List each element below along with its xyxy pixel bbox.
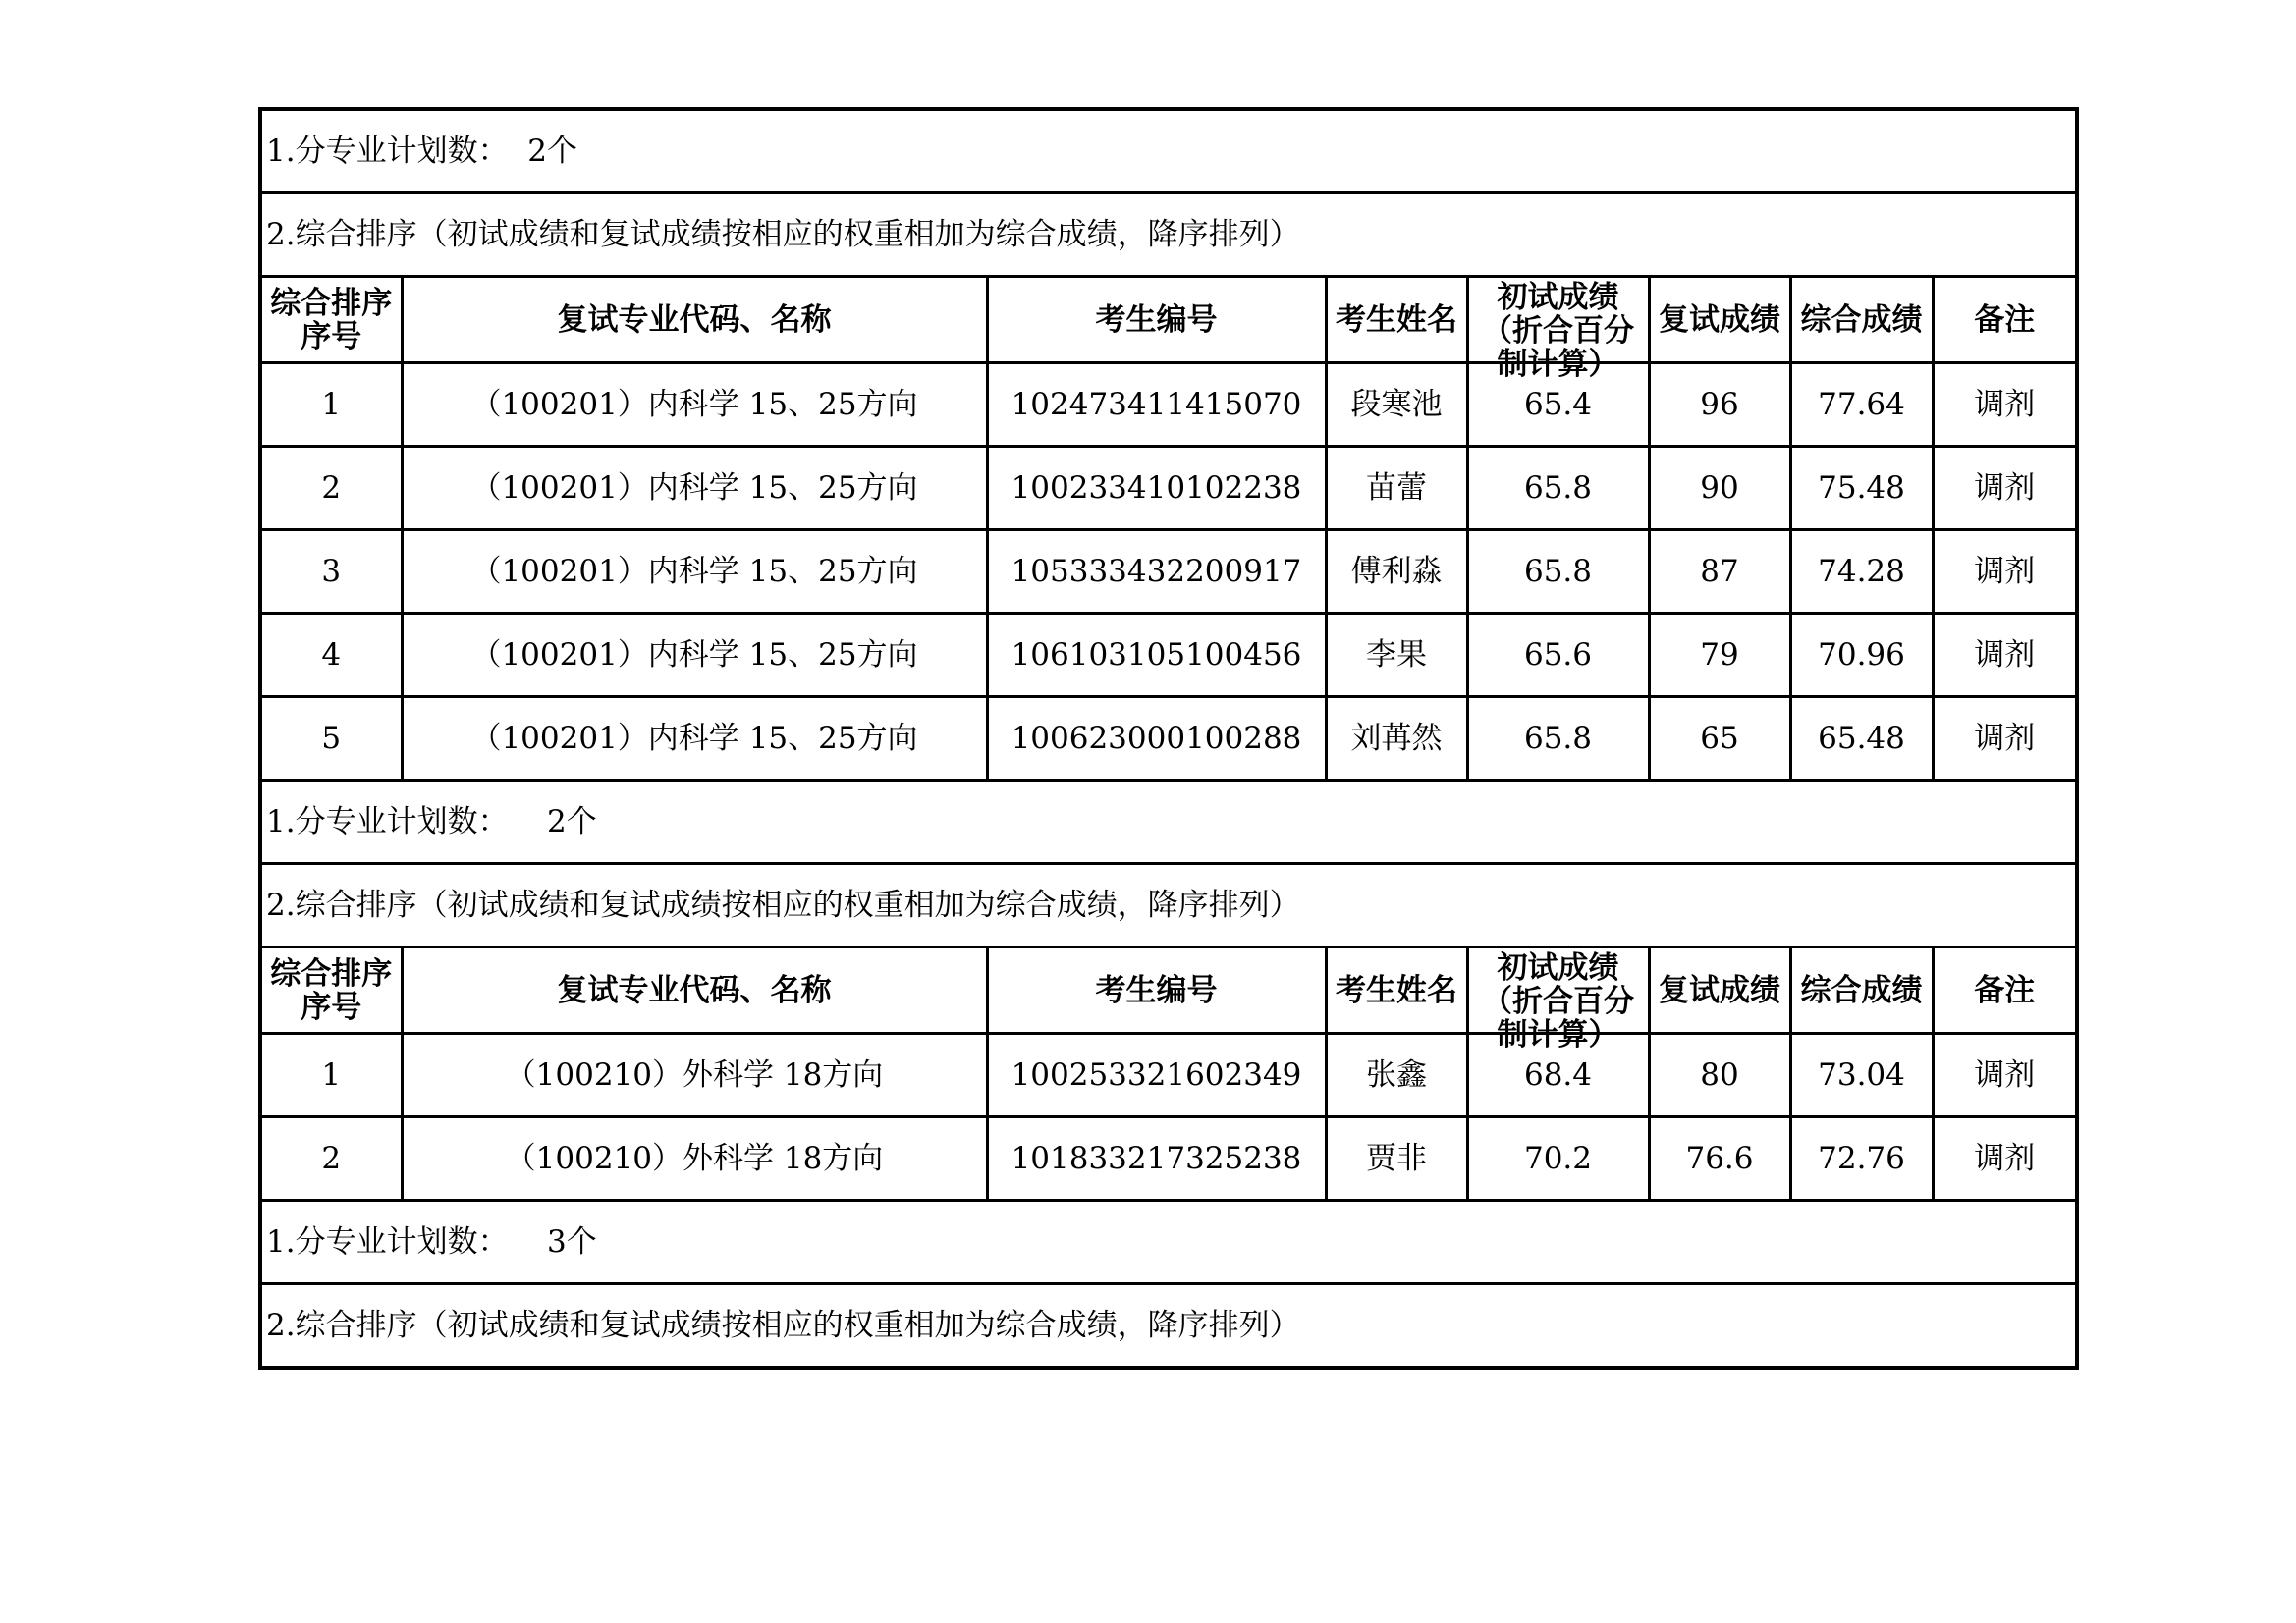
cell-total-score: 65.48 xyxy=(1790,697,1933,781)
cell-rank: 3 xyxy=(260,530,402,614)
cell-initial-score: 65.4 xyxy=(1467,363,1649,447)
header-major: 复试专业代码、名称 xyxy=(402,277,987,363)
header-name: 考生姓名 xyxy=(1326,277,1467,363)
header-initial-score: 初试成绩（折合百分制计算） xyxy=(1467,947,1649,1034)
table-row xyxy=(260,1117,2077,1201)
plan-count-text: 1.分专业计划数： 2个 xyxy=(260,781,2077,864)
cell-rank: 2 xyxy=(260,447,402,530)
header-retest-score: 复试成绩 xyxy=(1649,947,1790,1034)
header-name: 考生姓名 xyxy=(1326,947,1467,1034)
cell-rank: 1 xyxy=(260,1034,402,1117)
header-rank: 综合排序序号 xyxy=(260,277,402,363)
table-row xyxy=(260,1034,2077,1117)
admission-ranking-table xyxy=(258,107,2079,1370)
header-major: 复试专业代码、名称 xyxy=(402,947,987,1034)
table-row xyxy=(260,447,2077,530)
header-rank: 综合排序序号 xyxy=(260,947,402,1034)
cell-name: 张鑫 xyxy=(1326,1034,1467,1117)
cell-major: （100201）内科学 15、25方向 xyxy=(402,614,987,697)
header-initial-score: 初试成绩（折合百分制计算） xyxy=(1467,277,1649,363)
cell-rank: 4 xyxy=(260,614,402,697)
cell-initial-score: 65.8 xyxy=(1467,697,1649,781)
header-retest-score: 复试成绩 xyxy=(1649,277,1790,363)
cell-candidate-number: 106103105100456 xyxy=(987,614,1326,697)
table-row xyxy=(260,697,2077,781)
cell-note: 调剂 xyxy=(1933,530,2077,614)
plan-count-text: 1.分专业计划数： 2个 xyxy=(260,109,2077,193)
cell-retest-score: 65 xyxy=(1649,697,1790,781)
cell-note: 调剂 xyxy=(1933,447,2077,530)
header-candidate-number: 考生编号 xyxy=(987,277,1326,363)
cell-name: 苗蕾 xyxy=(1326,447,1467,530)
cell-name: 段寒池 xyxy=(1326,363,1467,447)
header-total-score: 综合成绩 xyxy=(1790,277,1933,363)
cell-total-score: 74.28 xyxy=(1790,530,1933,614)
header-note: 备注 xyxy=(1933,947,2077,1034)
cell-note: 调剂 xyxy=(1933,1034,2077,1117)
plan-count-row xyxy=(260,109,2077,193)
table-body xyxy=(260,109,2077,1368)
cell-major: （100201）内科学 15、25方向 xyxy=(402,530,987,614)
cell-name: 刘苒然 xyxy=(1326,697,1467,781)
cell-major: （100210）外科学 18方向 xyxy=(402,1034,987,1117)
cell-retest-score: 96 xyxy=(1649,363,1790,447)
cell-total-score: 72.76 xyxy=(1790,1117,1933,1201)
cell-candidate-number: 101833217325238 xyxy=(987,1117,1326,1201)
cell-initial-score: 65.6 xyxy=(1467,614,1649,697)
cell-candidate-number: 100253321602349 xyxy=(987,1034,1326,1117)
header-total-score: 综合成绩 xyxy=(1790,947,1933,1034)
cell-major: （100201）内科学 15、25方向 xyxy=(402,447,987,530)
cell-total-score: 77.64 xyxy=(1790,363,1933,447)
plan-count-row xyxy=(260,1201,2077,1284)
sort-description-row xyxy=(260,193,2077,277)
cell-rank: 1 xyxy=(260,363,402,447)
column-header-row xyxy=(260,947,2077,1034)
cell-name: 贾非 xyxy=(1326,1117,1467,1201)
cell-note: 调剂 xyxy=(1933,697,2077,781)
cell-retest-score: 90 xyxy=(1649,447,1790,530)
cell-note: 调剂 xyxy=(1933,363,2077,447)
cell-retest-score: 87 xyxy=(1649,530,1790,614)
cell-major: （100201）内科学 15、25方向 xyxy=(402,363,987,447)
cell-major: （100210）外科学 18方向 xyxy=(402,1117,987,1201)
header-note: 备注 xyxy=(1933,277,2077,363)
cell-candidate-number: 102473411415070 xyxy=(987,363,1326,447)
plan-count-row xyxy=(260,781,2077,864)
cell-candidate-number: 105333432200917 xyxy=(987,530,1326,614)
header-candidate-number: 考生编号 xyxy=(987,947,1326,1034)
sort-description-text: 2.综合排序（初试成绩和复试成绩按相应的权重相加为综合成绩，降序排列） xyxy=(260,864,2077,947)
cell-note: 调剂 xyxy=(1933,1117,2077,1201)
column-header-row xyxy=(260,277,2077,363)
cell-total-score: 73.04 xyxy=(1790,1034,1933,1117)
cell-initial-score: 65.8 xyxy=(1467,530,1649,614)
cell-name: 李果 xyxy=(1326,614,1467,697)
cell-candidate-number: 100623000100288 xyxy=(987,697,1326,781)
cell-candidate-number: 100233410102238 xyxy=(987,447,1326,530)
cell-initial-score: 68.4 xyxy=(1467,1034,1649,1117)
cell-total-score: 75.48 xyxy=(1790,447,1933,530)
cell-rank: 5 xyxy=(260,697,402,781)
cell-retest-score: 79 xyxy=(1649,614,1790,697)
cell-rank: 2 xyxy=(260,1117,402,1201)
plan-count-text: 1.分专业计划数： 3个 xyxy=(260,1201,2077,1284)
cell-retest-score: 76.6 xyxy=(1649,1117,1790,1201)
sort-description-text: 2.综合排序（初试成绩和复试成绩按相应的权重相加为综合成绩，降序排列） xyxy=(260,1284,2077,1369)
sort-description-row xyxy=(260,864,2077,947)
cell-initial-score: 70.2 xyxy=(1467,1117,1649,1201)
cell-major: （100201）内科学 15、25方向 xyxy=(402,697,987,781)
sort-description-text: 2.综合排序（初试成绩和复试成绩按相应的权重相加为综合成绩，降序排列） xyxy=(260,193,2077,277)
table-row xyxy=(260,530,2077,614)
table-row xyxy=(260,363,2077,447)
sort-description-row xyxy=(260,1284,2077,1369)
cell-note: 调剂 xyxy=(1933,614,2077,697)
cell-name: 傅利淼 xyxy=(1326,530,1467,614)
cell-total-score: 70.96 xyxy=(1790,614,1933,697)
table-row xyxy=(260,614,2077,697)
cell-initial-score: 65.8 xyxy=(1467,447,1649,530)
cell-retest-score: 80 xyxy=(1649,1034,1790,1117)
